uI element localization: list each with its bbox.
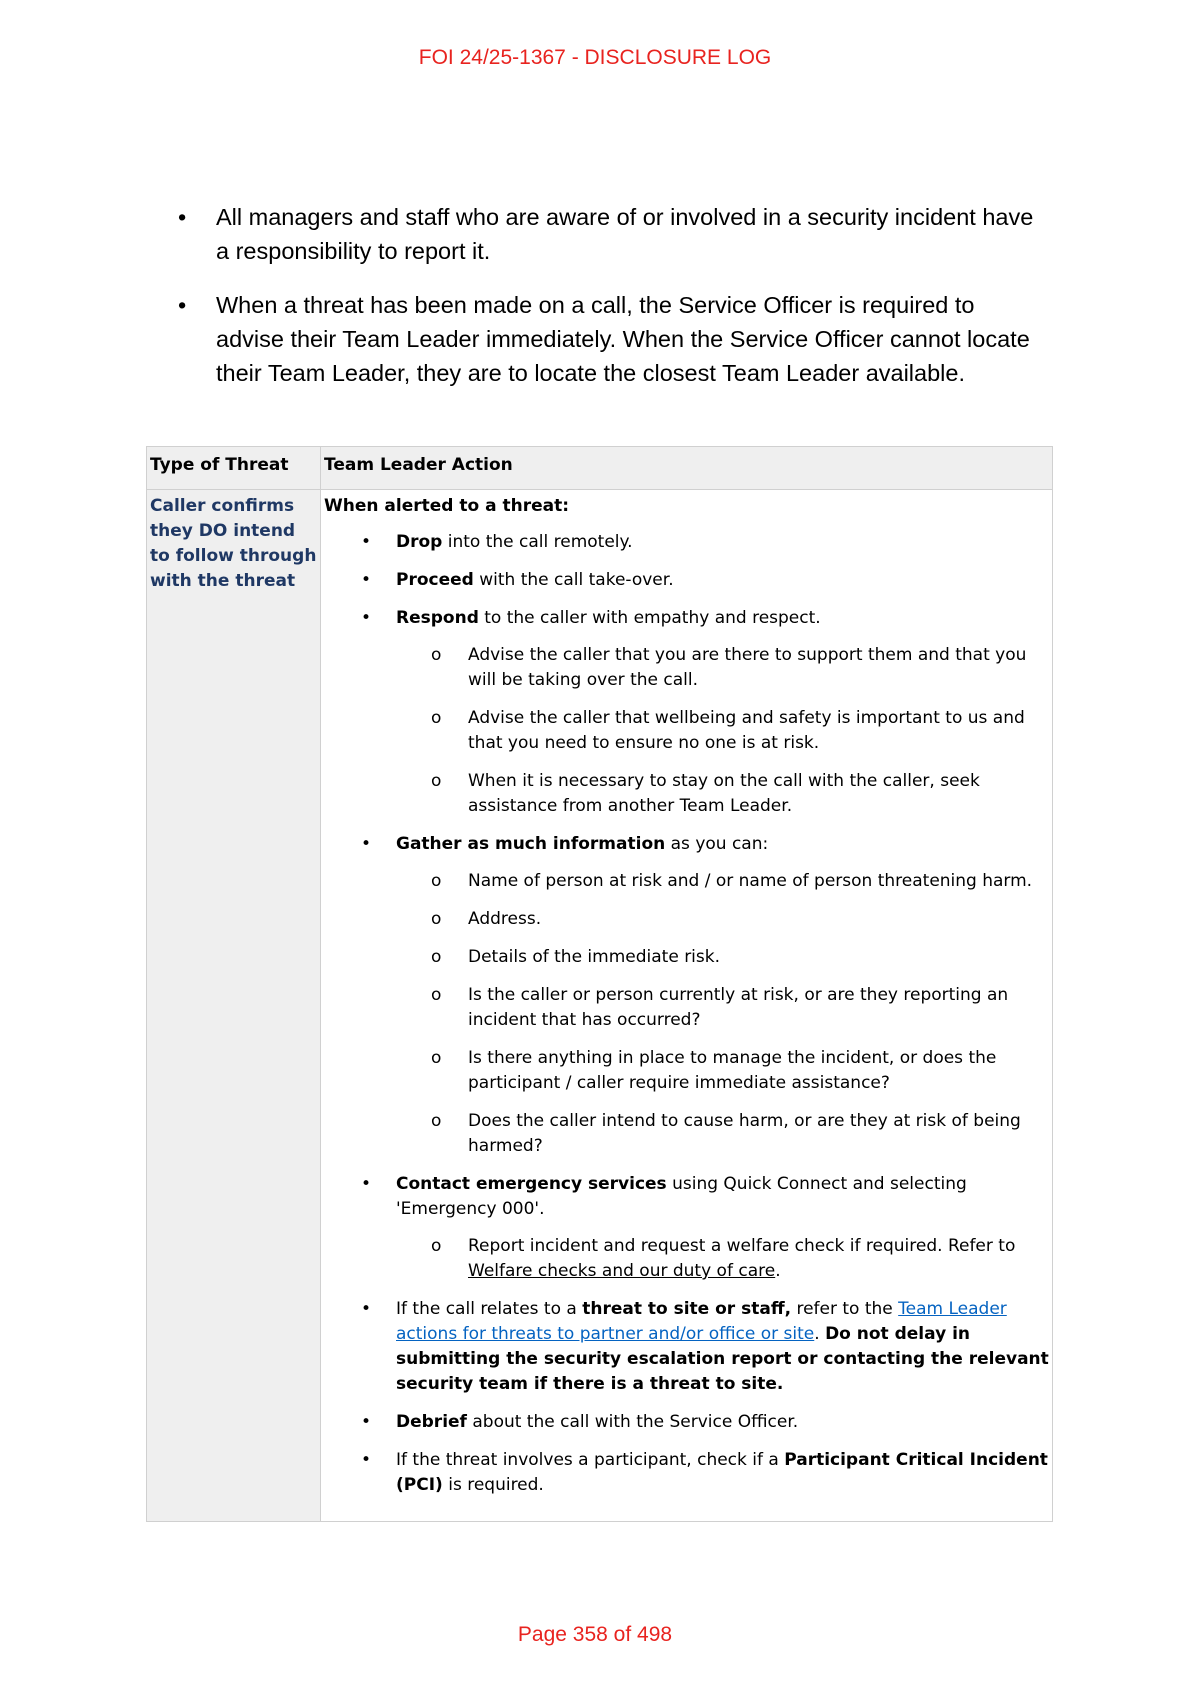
bullet-icon: • bbox=[361, 1412, 372, 1432]
action-item-proceed: • Proceed with the call take-over. bbox=[321, 568, 1052, 593]
column-header-type: Type of Threat bbox=[147, 447, 321, 490]
circle-bullet-icon: o bbox=[431, 771, 442, 791]
sub-item: o Is there anything in place to manage the incident, or does the participant / caller require immediate assistance? bbox=[431, 1048, 997, 1093]
circle-bullet-icon: o bbox=[431, 1111, 442, 1131]
intro-item bbox=[178, 288, 1038, 390]
action-item-respond: • Respond to the caller with empathy and respect. o Advise the caller that you are there to support them and that you will be taking over the call. o Advise the caller that wellbeing and safety is important to us and that you need to ensure no one is at risk. o When it is necessary to stay on the call with the caller, seek assistance from another Team Leader. bbox=[321, 606, 1052, 819]
action-item-debrief: • Debrief about the call with the Service Officer. bbox=[321, 1410, 1052, 1435]
action-cell bbox=[321, 490, 1053, 1522]
circle-bullet-icon: o bbox=[431, 1236, 442, 1256]
bullet-icon: • bbox=[178, 292, 187, 318]
intro-item bbox=[178, 200, 1038, 268]
circle-bullet-icon: o bbox=[431, 645, 442, 665]
action-item-gather: • Gather as much information as you can: o Name of person at risk and / or name of person threatening harm. o Address. o Details of the immediate risk. o Is the caller or person currently at risk, or are they reporting an incident that has occurred? o Is there anything in place to manage the incident, or does the participant / caller require immediate assistance? o Does the caller intend to cause harm, or are they at risk of being harmed? bbox=[321, 832, 1052, 1159]
circle-bullet-icon: o bbox=[431, 871, 442, 891]
threat-table bbox=[146, 446, 1053, 1522]
column-header-action: Team Leader Action bbox=[321, 447, 1053, 490]
sub-item: o When it is necessary to stay on the call with the caller, seek assistance from another Team Leader. bbox=[431, 771, 980, 816]
bullet-icon: • bbox=[361, 570, 372, 590]
respond-sub-list bbox=[396, 643, 1052, 819]
sub-item: o Address. bbox=[396, 907, 1052, 932]
contact-sub-list bbox=[396, 1234, 1052, 1284]
action-item-site: • If the call relates to a threat to site or staff, refer to the Team Leader actions for threats to partner and/or office or site. Do not delay in submitting the security escalation report or contacting the relevant security team if there is a threat to site. bbox=[361, 1299, 1049, 1394]
sub-item: o Does the caller intend to cause harm, or are they at risk of being harmed? bbox=[431, 1111, 1021, 1156]
bullet-icon: • bbox=[361, 1174, 372, 1194]
intro-text: When a threat has been made on a call, the Service Officer is required to advise their Team Leader immediately. When the Service Officer cannot locate their Team Leader, they are to locate the closest Team Leader available. bbox=[216, 292, 1030, 386]
threat-type-cell bbox=[147, 490, 321, 1522]
team-leader-actions-link[interactable]: Team Leader actions for threats to partner and/or office or site bbox=[396, 1299, 1007, 1344]
circle-bullet-icon: o bbox=[431, 708, 442, 728]
action-item-pci: • If the threat involves a participant, check if a Participant Critical Incident (PCI) is required. bbox=[361, 1450, 1048, 1495]
action-lead: When alerted to a threat: bbox=[324, 496, 570, 516]
sub-item: o Is the caller or person currently at risk, or are they reporting an incident that has occurred? bbox=[431, 985, 1009, 1030]
sub-item: o Details of the immediate risk. bbox=[396, 945, 1052, 970]
bullet-icon: • bbox=[178, 204, 187, 230]
intro-text: All managers and staff who are aware of or involved in a security incident have a responsibility to report it. bbox=[216, 204, 1034, 264]
table-row bbox=[147, 490, 1053, 1522]
table-header-row bbox=[147, 447, 1053, 490]
circle-bullet-icon: o bbox=[431, 1048, 442, 1068]
disclosure-header: FOI 24/25-1367 - DISCLOSURE LOG bbox=[418, 46, 772, 69]
bullet-icon: • bbox=[361, 1450, 372, 1470]
bullet-icon: • bbox=[361, 532, 372, 552]
circle-bullet-icon: o bbox=[431, 909, 442, 929]
action-item-drop: • Drop into the call remotely. bbox=[321, 530, 1052, 555]
sub-item: o Report incident and request a welfare check if required. Refer to Welfare checks and our duty of care. bbox=[431, 1236, 1016, 1281]
page-number: Page 358 of 498 bbox=[517, 1623, 673, 1646]
threat-type-text: Caller confirms they DO intend to follow through with the threat bbox=[150, 496, 317, 591]
sub-item: o Advise the caller that you are there to support them and that you will be taking over the call. bbox=[431, 645, 1027, 690]
sub-item: o Advise the caller that wellbeing and safety is important to us and that you need to ensure no one is at risk. bbox=[431, 708, 1025, 753]
bullet-icon: • bbox=[361, 1299, 372, 1319]
sub-item: o Name of person at risk and / or name of person threatening harm. bbox=[396, 869, 1052, 894]
intro-list bbox=[178, 200, 1038, 410]
action-list bbox=[321, 530, 1052, 1521]
bullet-icon: • bbox=[361, 834, 372, 854]
bullet-icon: • bbox=[361, 608, 372, 628]
gather-sub-list bbox=[396, 869, 1052, 1159]
action-item-contact: • Contact emergency services using Quick Connect and selecting 'Emergency 000'. o Report incident and request a welfare check if required. Refer to Welfare checks and our duty of care. bbox=[321, 1172, 1052, 1284]
welfare-checks-link[interactable]: Welfare checks and our duty of care bbox=[468, 1261, 776, 1281]
circle-bullet-icon: o bbox=[431, 985, 442, 1005]
circle-bullet-icon: o bbox=[431, 947, 442, 967]
